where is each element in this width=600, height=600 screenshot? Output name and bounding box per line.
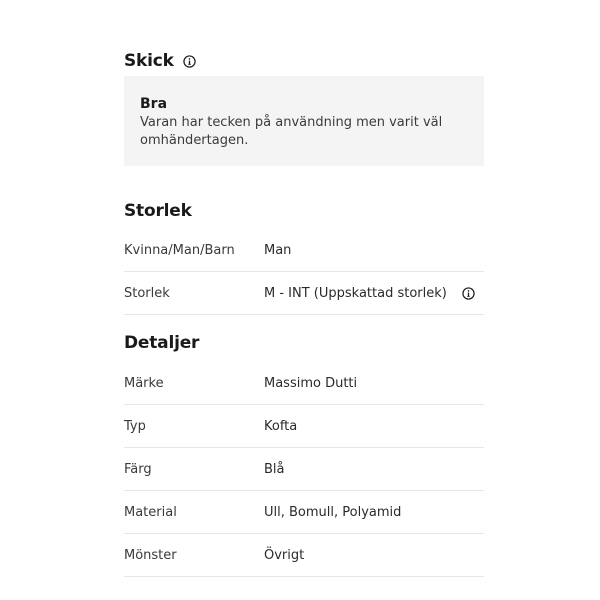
attribute-label: Färg xyxy=(124,461,152,477)
size-title-text: Storlek xyxy=(124,201,192,221)
condition-card xyxy=(124,76,484,166)
attribute-value: Blå xyxy=(264,461,285,477)
size-section-title xyxy=(124,200,192,222)
attribute-row-brand xyxy=(124,362,484,405)
attribute-value: Massimo Dutti xyxy=(264,375,358,391)
attribute-label: Material xyxy=(124,504,177,520)
attribute-value: Kofta xyxy=(264,418,298,434)
attribute-row-gender xyxy=(124,229,484,272)
condition-title-text: Skick xyxy=(124,51,174,71)
attribute-label: Typ xyxy=(124,418,146,434)
condition-section-title xyxy=(124,50,196,72)
attribute-label: Märke xyxy=(124,375,164,391)
attribute-row-type xyxy=(124,405,484,448)
size-attribute-list xyxy=(124,229,484,315)
details-section-title xyxy=(124,332,199,354)
info-icon[interactable] xyxy=(183,55,196,68)
attribute-label: Mönster xyxy=(124,547,177,563)
attribute-row-material xyxy=(124,491,484,534)
attribute-label: Kvinna/Man/Barn xyxy=(124,242,235,258)
attribute-value: Övrigt xyxy=(264,547,305,563)
attribute-value: Ull, Bomull, Polyamid xyxy=(264,504,402,520)
attribute-value: M - INT (Uppskattad storlek) xyxy=(264,285,447,301)
attribute-row-size xyxy=(124,272,484,315)
condition-description: Varan har tecken på användning men varit väl omhändertagen. xyxy=(140,115,443,148)
size-info-icon[interactable] xyxy=(462,287,475,300)
attribute-row-color xyxy=(124,448,484,491)
condition-name: Bra xyxy=(140,96,168,112)
attribute-row-pattern xyxy=(124,534,484,577)
attribute-value: Man xyxy=(264,242,292,258)
details-attribute-list xyxy=(124,362,484,577)
attribute-label: Storlek xyxy=(124,285,170,301)
details-title-text: Detaljer xyxy=(124,333,200,353)
